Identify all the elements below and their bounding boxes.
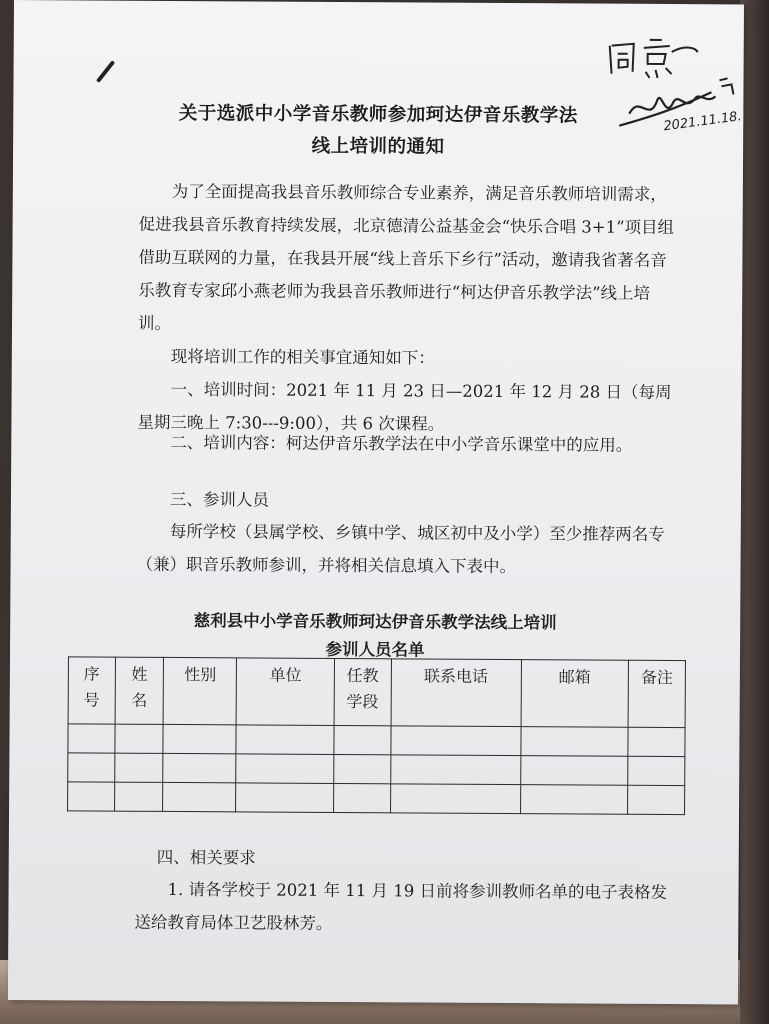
table-header-cell: 性别: [163, 657, 236, 724]
item-training-content: 二、培训内容：柯达伊音乐教学法在中小学音乐课堂中的应用。: [170, 432, 633, 455]
table-cell: [163, 782, 236, 811]
table-cell: [68, 724, 115, 753]
intro-paragraph: 为了全面提高我县音乐教师综合专业素养，满足音乐教师培训需求，促进我县音乐教育持续发展，北京德清公益基金会“快乐合唱 3+1”项目组借助互联网的力量，在我县开展“线上音乐下乡行”活动，邀请我省著名音乐教育专家邱小燕老师为我县音乐教师进行“柯达伊音乐教学法”线上培训。: [137, 181, 675, 333]
table-cell: [163, 753, 236, 782]
document-title-line2: 线上培训的通知: [311, 135, 445, 158]
table-cell: [628, 756, 685, 785]
table-header-cell: 联系电话: [391, 659, 521, 727]
table-title-line2: 参训人员名单: [325, 639, 425, 660]
table-cell: [68, 753, 115, 782]
table-header-cell: 单位: [237, 658, 335, 726]
table-cell: [520, 756, 628, 786]
table-cell: [520, 727, 628, 757]
table-cell: [390, 784, 520, 814]
table-cell: [333, 783, 390, 812]
table-cell: [236, 783, 334, 813]
table-header-cell: 任教学段: [334, 658, 391, 725]
background-edge: [740, 0, 769, 1024]
pen-stroke-mark: [96, 60, 115, 83]
table-cell: [628, 727, 685, 756]
table-cell: [334, 725, 391, 754]
table-row: [68, 753, 685, 786]
table-header-cell: 备注: [628, 660, 685, 727]
table-header-row: [68, 657, 685, 728]
requirement-1: 1. 请各学校于 2021 年 11 月 19 日前将参训教师名单的电子表格发送给教育局体卫艺股林芳。: [134, 879, 668, 933]
table-cell: [114, 782, 163, 811]
table-header-cell: 姓名: [115, 657, 164, 724]
table-cell: [391, 726, 521, 756]
participants-table: [67, 656, 686, 815]
table-title-line1: 慈利县中小学音乐教师珂达伊音乐教学法线上培训: [193, 611, 557, 633]
table-cell: [68, 782, 115, 811]
handwritten-date: 2021.11.18.: [662, 109, 743, 135]
document-page: [8, 0, 744, 1004]
table-cell: [334, 754, 391, 783]
table-cell: [236, 725, 334, 755]
table-cell: [114, 753, 163, 782]
table-cell: [163, 724, 236, 753]
table-row: [68, 782, 685, 815]
item-requirements-heading: 四、相关要求: [156, 847, 256, 868]
document-title-line1: 关于选派中小学音乐教师参加珂达伊音乐教学法: [178, 103, 578, 127]
table-cell: [115, 724, 164, 753]
table-cell: [236, 754, 334, 784]
table-cell: [520, 785, 628, 815]
item-participants-detail: 每所学校（县属学校、乡镇中学、城区初中及小学）至少推荐两名专（兼）职音乐教师参训，并将相关信息填入下表中。: [136, 521, 665, 577]
table-cell: [628, 785, 685, 814]
notice-line: 现将培训工作的相关事宜通知如下：: [170, 346, 435, 368]
table-row: [68, 724, 685, 757]
item-participants-heading: 三、参训人员: [169, 489, 270, 510]
table-header-cell: 邮箱: [521, 660, 629, 728]
table-header-cell: 序号: [68, 657, 115, 724]
item-training-time: 一、培训时间：2021 年 11 月 23 日—2021 年 12 月 28 日（每周星期三晚上 7:30---9:00），共 6 次课程。: [137, 379, 672, 434]
table-cell: [390, 755, 520, 785]
